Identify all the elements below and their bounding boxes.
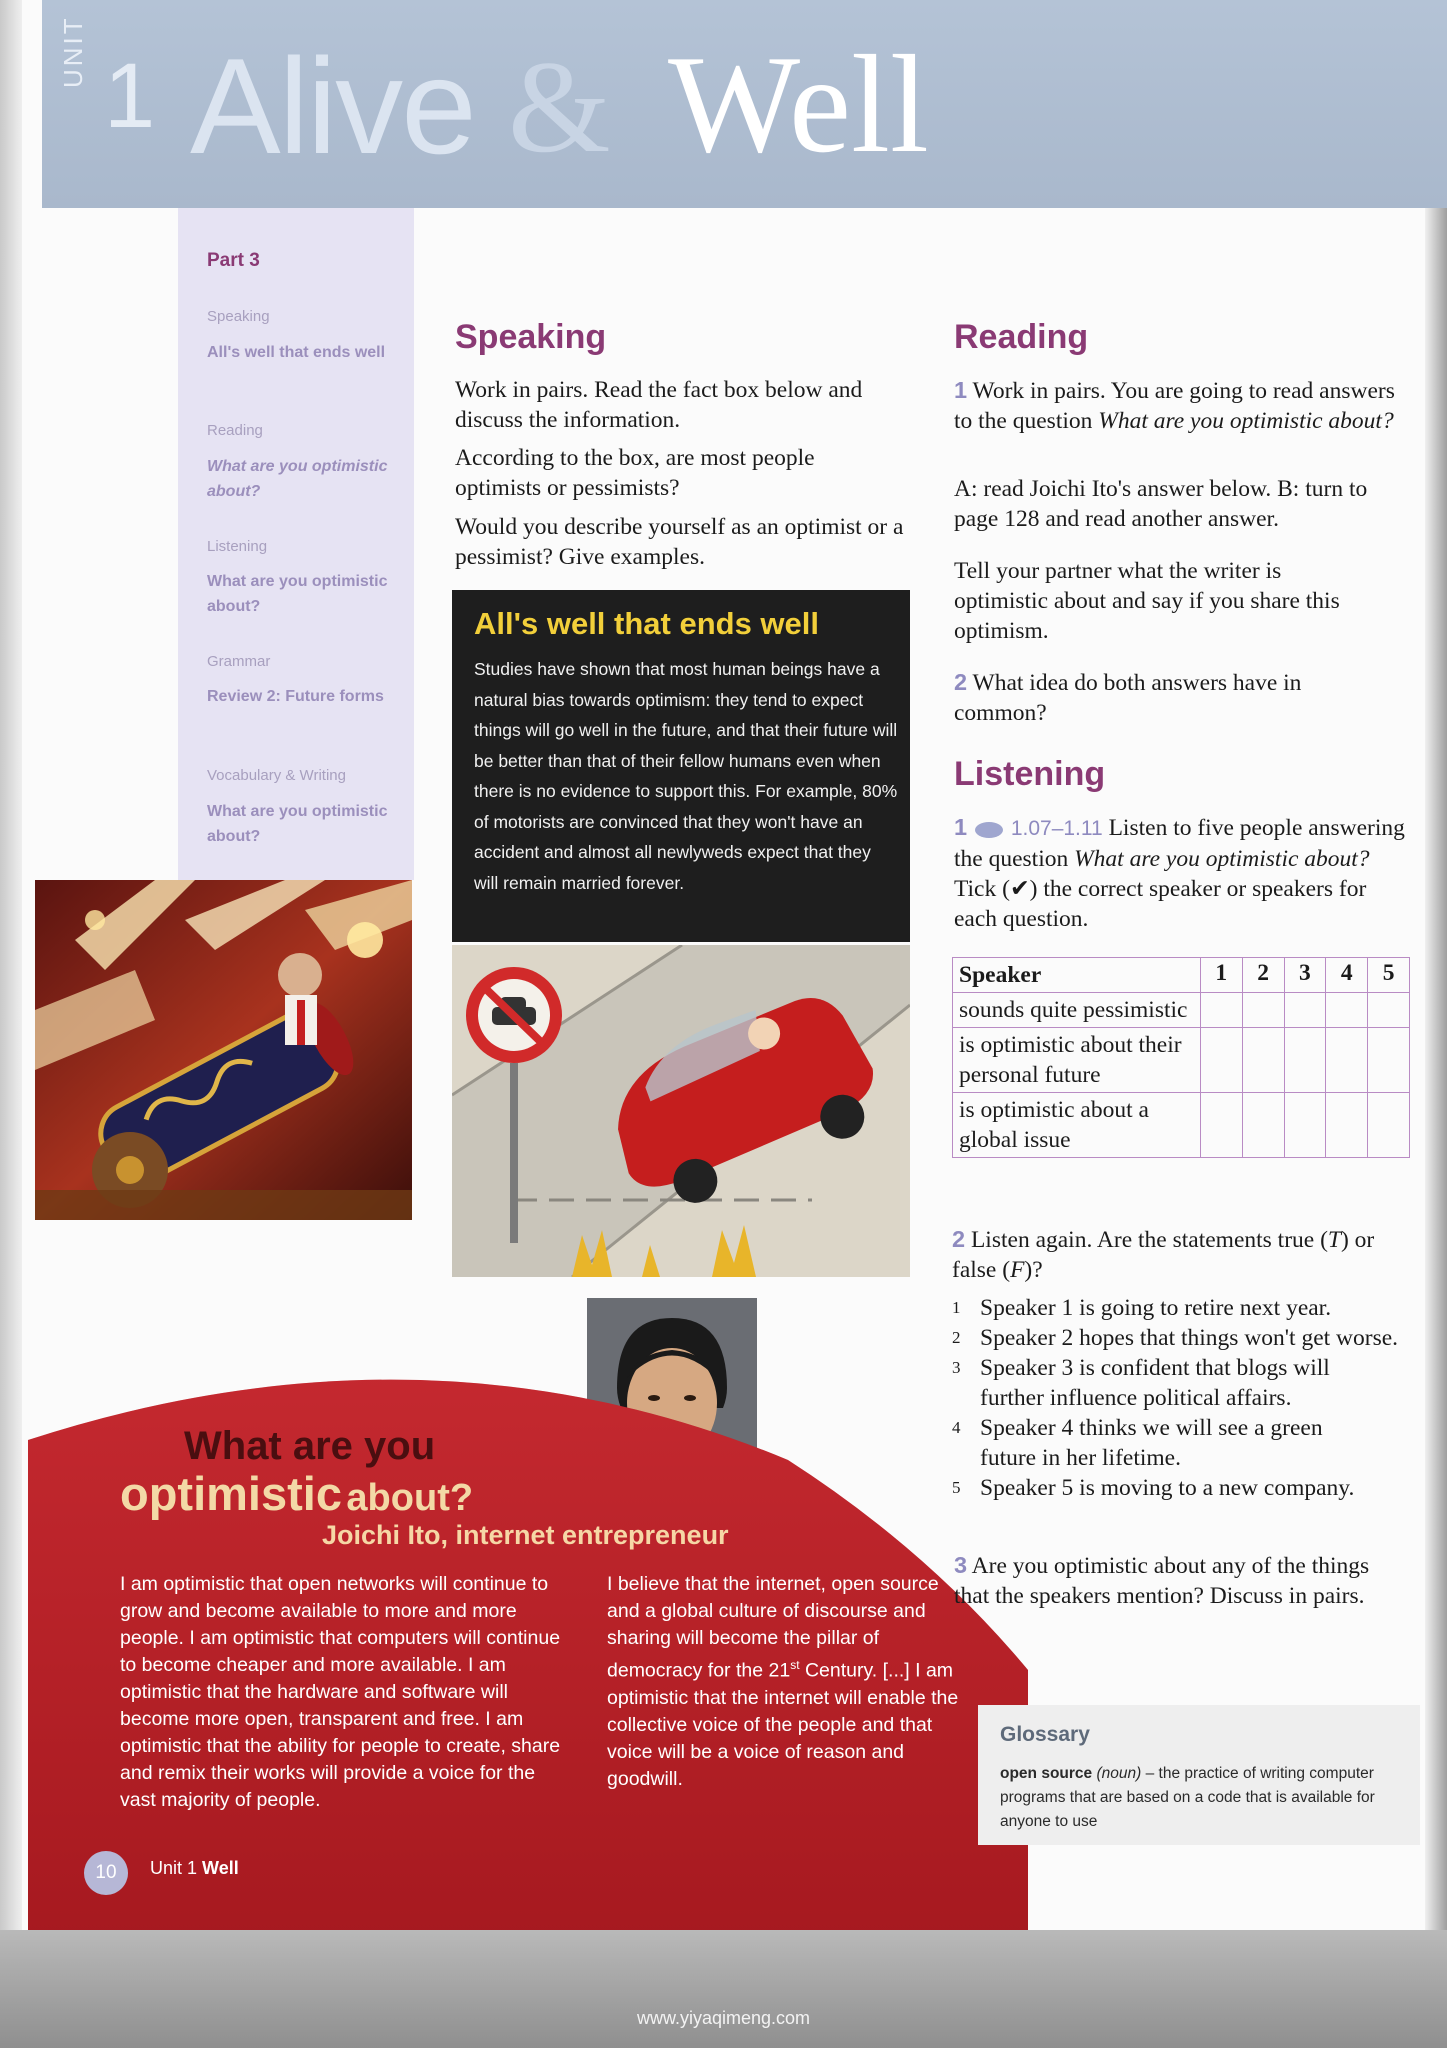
audio-track[interactable]: 1.07–1.11 [1010, 817, 1103, 840]
true-marker: T [1327, 1227, 1341, 1253]
list-number: 2 [952, 1328, 961, 1347]
listening-q2-text: ) or false ( [952, 1227, 1375, 1283]
tick-cell[interactable] [1326, 1028, 1368, 1093]
table-header: Speaker [953, 958, 1201, 993]
row-label: is optimistic about a global issue [953, 1093, 1201, 1158]
statement-list [952, 1293, 1412, 1503]
article-title-end: about? [346, 1477, 474, 1519]
footer-unit: Unit 1 [150, 1858, 198, 1878]
reading-q1-question: What are you optimistic about? [1098, 408, 1394, 434]
listening-q1-question: What are you optimistic about? [1074, 846, 1370, 872]
article-column-2-text-end: Century. [...] I am optimistic that the internet will enable the collective voice of the people and that voice will be a voice of reason and goodwill. [607, 1659, 959, 1790]
sidebar-category: Vocabulary & Writing [207, 767, 346, 784]
tick-cell[interactable] [1200, 1093, 1242, 1158]
page-number: 10 [84, 1851, 128, 1895]
article-title-line2 [120, 1466, 473, 1521]
listening-question-1 [954, 812, 1414, 934]
statement-text: Speaker 4 thinks we will see a green future in her lifetime. [980, 1415, 1323, 1471]
list-number: 4 [952, 1418, 961, 1437]
listening-q3-text: Are you optimistic about any of the things that the speakers mention? Discuss in pairs. [954, 1553, 1370, 1609]
tick-cell[interactable] [1284, 1028, 1326, 1093]
fact-box-text: Studies have shown that most human beings have a natural bias towards optimism: they tend to expect things will go well in the future, and that their future will be better than that of their fellow humans even when there is no evidence to support this. For example, 80% of motorists are convinced that they won't have an accident and almost all newlyweds expect that they will remain married forever. [474, 659, 898, 893]
false-marker: F [1010, 1257, 1025, 1283]
reading-heading: Reading [954, 318, 1089, 356]
listening-question-2 [952, 1224, 1412, 1285]
footer-unit-word: Well [202, 1858, 239, 1878]
list-item [952, 1413, 1412, 1473]
footer-bar [0, 1930, 1447, 2048]
tick-cell[interactable] [1200, 993, 1242, 1028]
sidebar-category: Speaking [207, 308, 270, 325]
row-label: is optimistic about their personal future [953, 1028, 1201, 1093]
car-illustration [452, 945, 910, 1277]
glossary-title: Glossary [1000, 1723, 1090, 1746]
question-number: 2 [952, 1226, 966, 1252]
article-title-line1: What are you [184, 1424, 436, 1468]
footer-unit-label [150, 1858, 239, 1879]
sidebar-item-listening[interactable]: What are you optimistic about? [207, 573, 388, 615]
sidebar-item-grammar[interactable]: Review 2: Future forms [207, 688, 384, 705]
table-row [953, 993, 1410, 1028]
reading-q1-instructions: A: read Joichi Ito's answer below. B: turn to page 128 and read another answer. [954, 476, 1368, 532]
sidebar-category: Reading [207, 422, 263, 439]
table-row [953, 1093, 1410, 1158]
listening-question-3 [954, 1550, 1394, 1611]
speaking-question-2: Would you describe yourself as an optimist or a pessimist? Give examples. [455, 514, 904, 570]
tick-cell[interactable] [1368, 1028, 1410, 1093]
reading-q1-task: Tell your partner what the writer is optimistic about and say if you share this optimism. [954, 558, 1340, 644]
article-column-2 [607, 1571, 962, 1793]
tick-cell[interactable] [1326, 1093, 1368, 1158]
tick-cell[interactable] [1242, 1093, 1284, 1158]
table-header: 5 [1368, 958, 1410, 993]
sidebar-item-reading[interactable]: What are you optimistic about? [207, 458, 388, 500]
sidebar-category: Listening [207, 538, 268, 555]
glossary-box [978, 1705, 1420, 1845]
table-row [953, 1028, 1410, 1093]
tick-cell[interactable] [1200, 1028, 1242, 1093]
list-item [952, 1473, 1412, 1503]
listening-heading: Listening [954, 755, 1106, 793]
statement-text: Speaker 1 is going to retire next year. [980, 1295, 1332, 1321]
fact-box [452, 590, 910, 942]
tick-cell[interactable] [1368, 1093, 1410, 1158]
question-number: 3 [954, 1552, 968, 1578]
title-well: Well [668, 27, 929, 182]
list-item [952, 1293, 1412, 1323]
cannon-photo [35, 880, 412, 1220]
article-byline: Joichi Ito, internet entrepreneur [322, 1520, 729, 1550]
tick-cell[interactable] [1284, 1093, 1326, 1158]
table-header-row [953, 958, 1410, 993]
article-column-1: I am optimistic that open networks will continue to grow and become available to more and more people. I am optimistic that computers will continue to become cheaper and more available. I am optimistic that the hardware and software will become more open, transparent and free. I am optimistic that the ability for people to create, share and remix their works will provide a voice for the vast majority of people. [120, 1573, 561, 1811]
list-number: 3 [952, 1358, 961, 1377]
reading-question-2 [954, 667, 1374, 728]
title-ampersand: & [508, 33, 611, 180]
statement-text: Speaker 2 hopes that things won't get worse. [980, 1325, 1399, 1351]
cd-icon[interactable] [975, 822, 1003, 838]
list-number: 5 [952, 1478, 961, 1497]
tick-cell[interactable] [1326, 993, 1368, 1028]
tick-cell[interactable] [1284, 993, 1326, 1028]
speaking-heading: Speaking [455, 318, 607, 356]
speaker-table [952, 957, 1410, 1158]
sidebar-category: Grammar [207, 653, 271, 670]
question-number: 1 [954, 814, 968, 840]
tick-cell[interactable] [1242, 1028, 1284, 1093]
watermark: www.yiyaqimeng.com [636, 2008, 811, 2028]
listening-q1-text: Listen to five people answering the question [954, 815, 1405, 872]
speaking-question-1: According to the box, are most people optimists or pessimists? [455, 445, 815, 501]
fact-box-title: All's well that ends well [474, 606, 820, 641]
listening-q2-text: )? [1024, 1257, 1043, 1283]
list-number: 1 [952, 1298, 961, 1317]
article-column-2-text: I believe that the internet, open source and a global culture of discourse and sharing will become the pillar of democracy for the 21 [607, 1573, 939, 1682]
listening-q1-task: Tick (✔) the correct speaker or speakers for each question. [954, 876, 1367, 932]
tick-cell[interactable] [1368, 993, 1410, 1028]
sidebar-item-speaking[interactable]: All's well that ends well [207, 344, 386, 361]
article-title-word: optimistic [120, 1467, 342, 1520]
list-item [952, 1353, 1412, 1413]
tick-cell[interactable] [1242, 993, 1284, 1028]
reading-question-1 [954, 375, 1409, 436]
sidebar-item-vocabulary-writing[interactable]: What are you optimistic about? [207, 803, 388, 845]
row-label: sounds quite pessimistic [953, 993, 1201, 1028]
table-header: 4 [1326, 958, 1368, 993]
glossary-definition: – the practice of writing computer programs that are based on a code that is available for anyone to use [1000, 1765, 1375, 1830]
unit-number: 1 [104, 45, 156, 147]
table-header: 1 [1200, 958, 1242, 993]
statement-text: Speaker 5 is moving to a new company. [980, 1475, 1355, 1501]
statement-text: Speaker 3 is confident that blogs will further influence political affairs. [980, 1355, 1330, 1411]
question-number: 1 [954, 377, 968, 403]
glossary-pos: (noun) [1096, 1765, 1142, 1782]
listening-q2-text: Listen again. Are the statements true ( [970, 1227, 1328, 1253]
reading-q2-text: What idea do both answers have in common? [954, 670, 1302, 726]
table-header: 3 [1284, 958, 1326, 993]
glossary-term: open source [1000, 1765, 1093, 1782]
reading-q1-text: Work in pairs. You are going to read answers to the question [954, 378, 1395, 434]
superscript: st [790, 1658, 800, 1672]
title-alive: Alive [190, 30, 475, 182]
question-number: 2 [954, 669, 968, 695]
list-item [952, 1323, 1412, 1353]
page-edge-right [1425, 0, 1447, 2048]
page-edge-left [0, 0, 22, 2048]
sidebar-part: Part 3 [207, 250, 260, 271]
table-header: 2 [1242, 958, 1284, 993]
unit-label: UNIT [58, 15, 88, 88]
glossary-entry [1000, 1762, 1420, 1834]
speaking-instruction: Work in pairs. Read the fact box below and discuss the information. [455, 377, 863, 433]
